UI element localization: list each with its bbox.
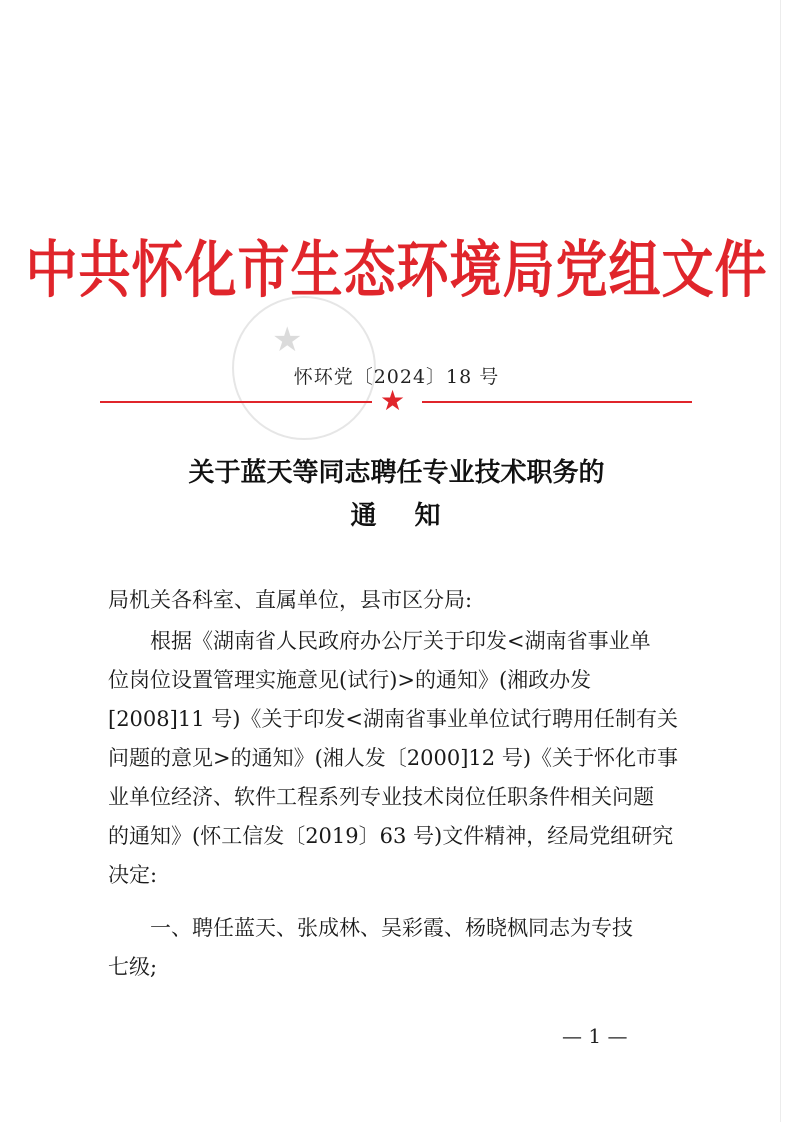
addressee-line: 局机关各科室、直属单位，县市区分局:	[108, 588, 473, 612]
body-line-2: 位岗位设置管理实施意见(试行)>的通知》(湘政办发	[108, 668, 592, 692]
body-line-1: 根据《湖南省人民政府办公厅关于印发<湖南省事业单	[108, 629, 651, 653]
red-rule-right	[422, 401, 692, 403]
body-line-3: [2008]11 号)《关于印发<湖南省事业单位试行聘用任制有关	[108, 707, 679, 731]
issuer-header-title: 中共怀化市生态环境局党组文件	[25, 235, 768, 307]
document-number: 怀环党〔2024〕18 号	[293, 366, 500, 388]
body-line-5: 业单位经济、软件工程系列专业技术岗位任职条件相关问题	[108, 785, 654, 809]
page-edge-divider	[780, 0, 781, 1122]
notice-title-line2	[0, 495, 793, 532]
page-number: — 1 —	[562, 1024, 628, 1048]
notice-title-char-1: 通	[350, 501, 379, 531]
body-line-6: 的通知》(怀工信发〔2019〕63 号)文件精神，经局党组研究	[108, 824, 674, 848]
seal-mark-icon: ★	[272, 320, 303, 360]
notice-title-line1: 关于蓝天等同志聘任专业技术职务的	[188, 458, 605, 488]
body-line-8: 一、聘任蓝天、张成林、吴彩霞、杨晓枫同志为专技	[108, 916, 633, 940]
red-star-icon: ★	[380, 384, 406, 417]
body-line-7: 决定:	[108, 863, 158, 887]
body-line-4: 问题的意见>的通知》(湘人发〔2000]12 号)《关于怀化市事	[108, 746, 679, 770]
notice-title-char-2: 知	[414, 501, 443, 531]
red-rule-left	[100, 401, 372, 403]
body-line-9: 七级;	[108, 955, 158, 979]
